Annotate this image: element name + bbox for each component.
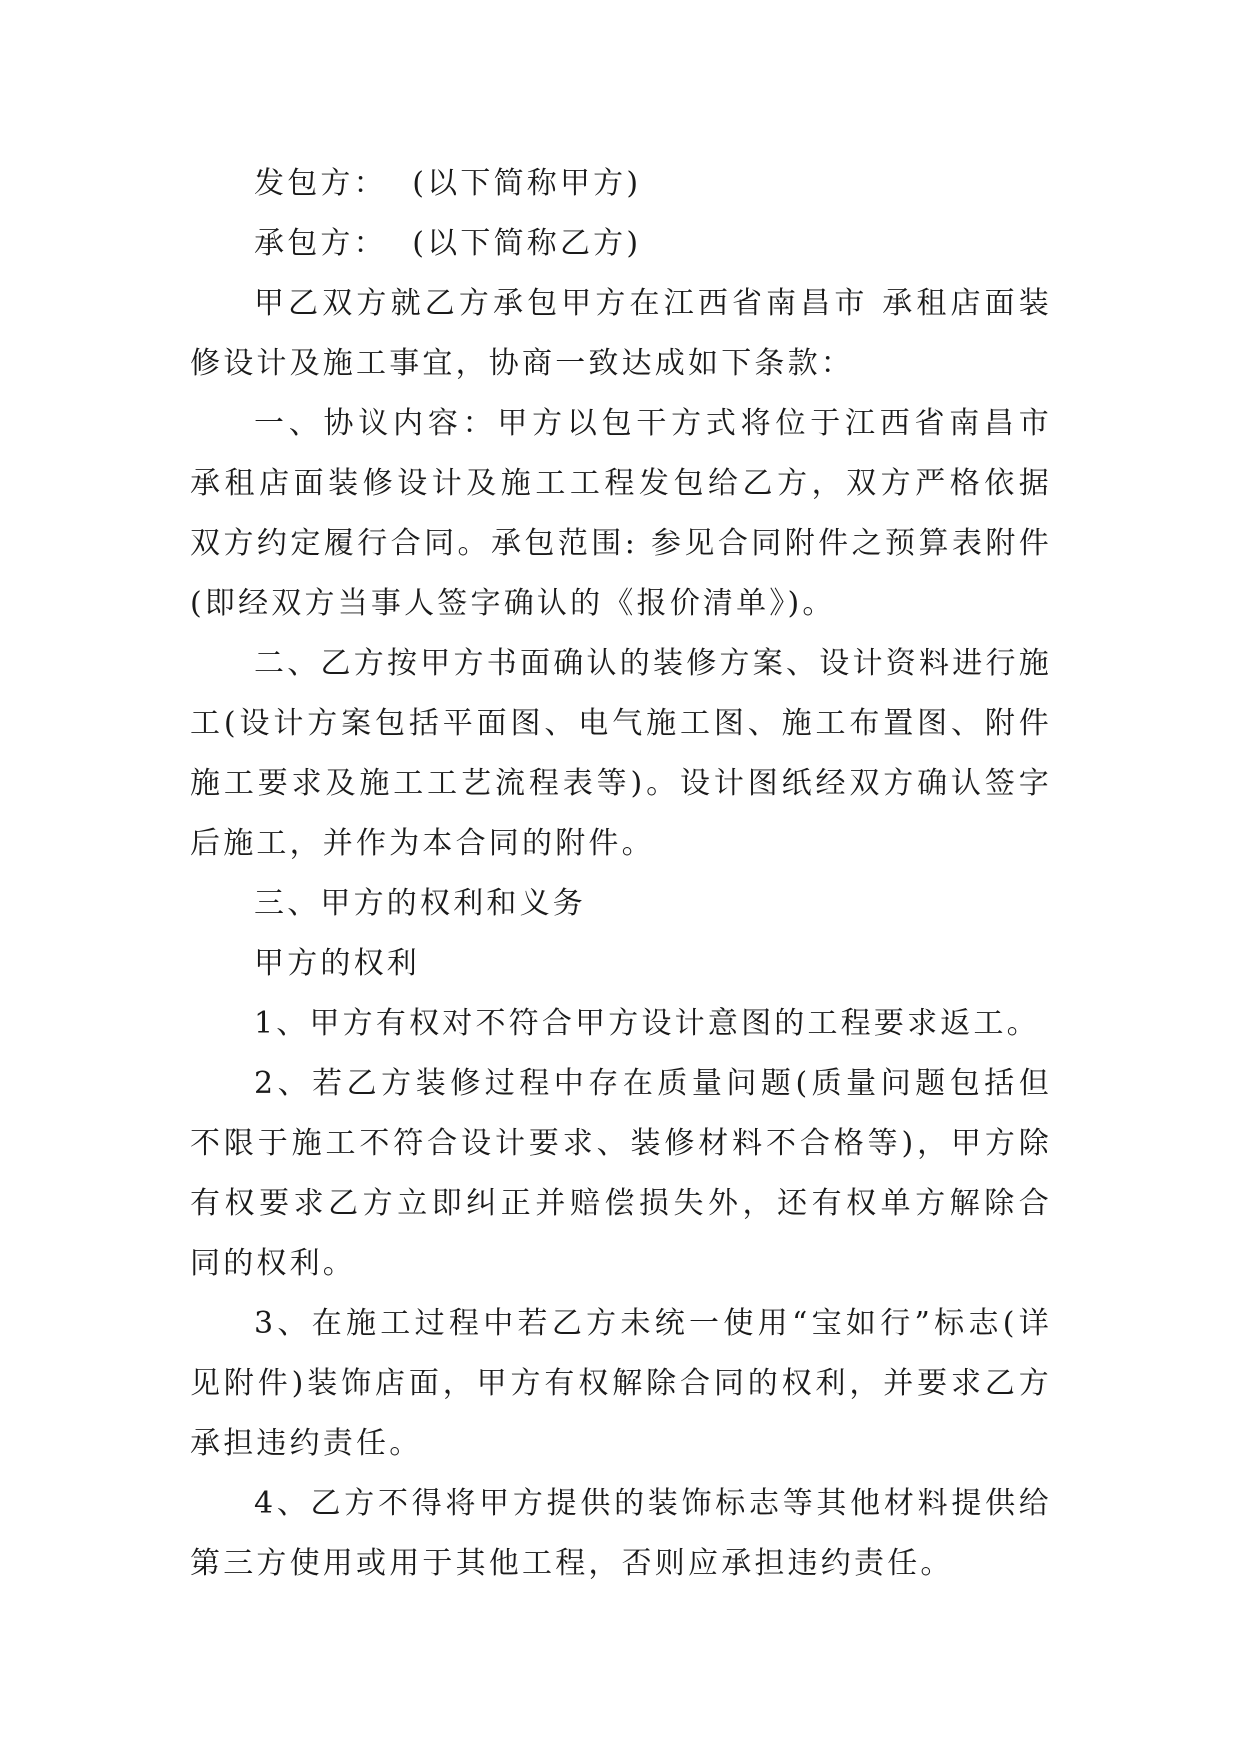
party-a-rights-heading: 甲方的权利	[254, 946, 420, 981]
rights-item-1: 1、甲方有权对不符合甲方设计意图的工程要求返工。	[254, 1006, 1040, 1041]
rights-item-4: 4、乙方不得将甲方提供的装饰标志等其他材料提供给第三方使用或用于其他工程，否则应承担违约责任。	[190, 1486, 1052, 1581]
intro-paragraph: 甲乙双方就乙方承包甲方在江西省南昌市 承租店面装修设计及施工事宜，协商一致达成如下条款：	[190, 286, 1052, 381]
clause-3-heading: 三、甲方的权利和义务	[254, 886, 586, 921]
document-body	[190, 154, 1065, 1594]
contractor-receiver-line: 承包方： (以下简称乙方)	[254, 226, 642, 261]
clause-1-agreement-content: 一、协议内容：甲方以包干方式将位于江西省南昌市 承租店面装修设计及施工工程发包给乙方，双方严格依据双方约定履行合同。承包范围: 参见合同附件之预算表附件(即经双方当事人签字确认的《报价清单》)。	[190, 406, 1065, 621]
rights-item-2: 2、若乙方装修过程中存在质量问题(质量问题包括但不限于施工不符合设计要求、装修材料不合格等)，甲方除有权要求乙方立即纠正并赔偿损失外，还有权单方解除合同的权利。	[190, 1066, 1052, 1281]
contractor-issuer-line: 发包方： (以下简称甲方)	[254, 166, 642, 201]
clause-2-construction: 二、乙方按甲方书面确认的装修方案、设计资料进行施工(设计方案包括平面图、电气施工图、施工布置图、附件施工要求及施工工艺流程表等)。设计图纸经双方确认签字后施工，并作为本合同的附件。	[190, 646, 1052, 861]
rights-item-3: 3、在施工过程中若乙方未统一使用“宝如行”标志(详见附件)装饰店面，甲方有权解除合同的权利，并要求乙方承担违约责任。	[190, 1306, 1052, 1461]
